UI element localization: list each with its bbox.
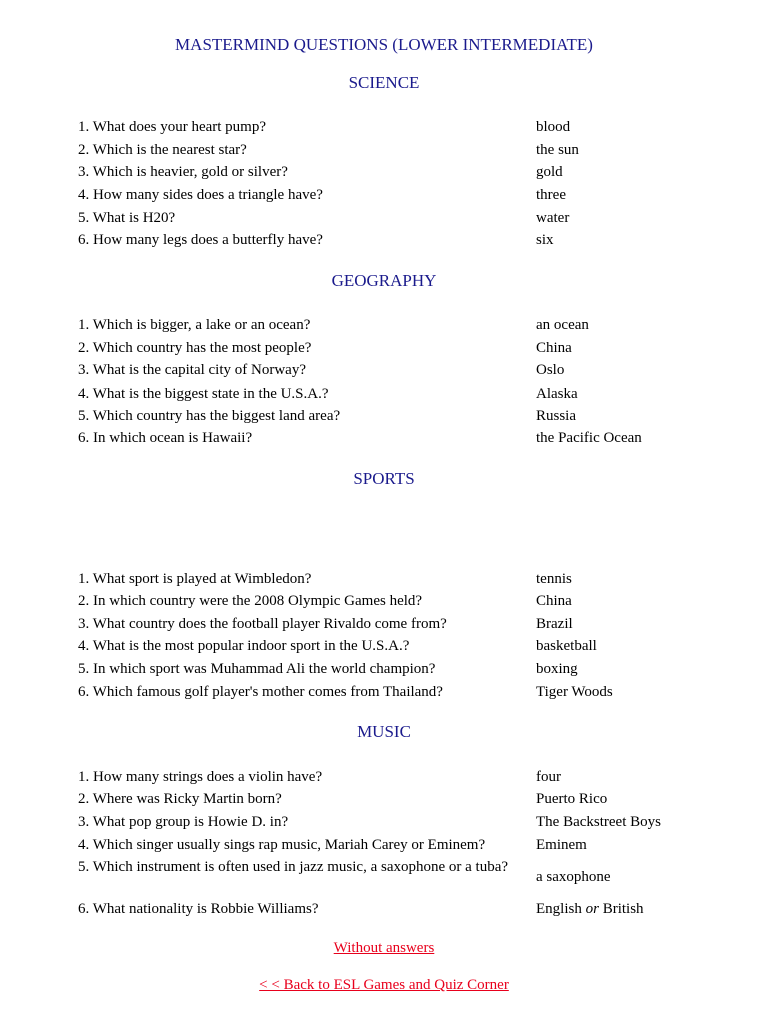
back-link[interactable]: < < Back to ESL Games and Quiz Corner — [259, 977, 509, 993]
section-heading-sports: SPORTS — [353, 469, 415, 488]
section-heading-geography: GEOGRAPHY — [331, 271, 437, 290]
answer-text: Eminem — [536, 837, 587, 853]
answer-text: The Backstreet Boys — [536, 814, 661, 830]
answer-text: a saxophone — [536, 869, 611, 885]
question-text: 5. Which instrument is often used in jazz music, a saxophone or a tuba? — [78, 859, 509, 875]
question-text: 5. Which country has the biggest land area? — [78, 408, 341, 424]
question-text: 4. What is the biggest state in the U.S.A.? — [78, 386, 329, 402]
answer-text: six — [536, 232, 554, 248]
question-text: 2. Where was Ricky Martin born? — [78, 791, 282, 807]
answer-text: Oslo — [536, 362, 565, 378]
answer-text: Brazil — [536, 616, 573, 632]
answer-text: blood — [536, 119, 571, 135]
answer-part: British — [598, 901, 644, 917]
answer-text: China — [536, 340, 572, 356]
question-text: 2. Which is the nearest star? — [78, 142, 247, 158]
question-text: 2. Which country has the most people? — [78, 340, 312, 356]
question-text: 2. In which country were the 2008 Olympic Games held? — [78, 593, 423, 609]
answer-text: Tiger Woods — [536, 684, 613, 700]
back-link-row — [0, 975, 768, 995]
answer-text: Alaska — [536, 386, 578, 402]
question-text: 6. What nationality is Robbie Williams? — [78, 901, 319, 917]
answer-text: an ocean — [536, 317, 589, 333]
section-heading-science: SCIENCE — [348, 73, 420, 92]
answer-text: gold — [536, 164, 563, 180]
answer-text: tennis — [536, 571, 572, 587]
answer-part: English — [536, 901, 586, 917]
page-title: MASTERMIND QUESTIONS (LOWER INTERMEDIATE) — [175, 35, 593, 54]
question-text: 1. What sport is played at Wimbledon? — [78, 571, 312, 587]
question-text: 4. What is the most popular indoor sport in the U.S.A.? — [78, 638, 410, 654]
question-text: 6. Which famous golf player's mother comes from Thailand? — [78, 684, 443, 700]
answer-text: water — [536, 210, 570, 226]
question-text: 5. What is H20? — [78, 210, 176, 226]
question-text: 3. What country does the football player Rivaldo come from? — [78, 616, 447, 632]
section-heading-music: MUSIC — [357, 722, 411, 741]
question-text: 3. What is the capital city of Norway? — [78, 362, 306, 378]
without-answers-link[interactable]: Without answers — [333, 940, 435, 956]
question-text: 3. What pop group is Howie D. in? — [78, 814, 289, 830]
answer-text — [536, 899, 644, 919]
answer-text: the sun — [536, 142, 579, 158]
answer-text: China — [536, 593, 572, 609]
question-text: 6. How many legs does a butterfly have? — [78, 232, 323, 248]
answer-text: boxing — [536, 661, 578, 677]
question-text: 4. How many sides does a triangle have? — [78, 187, 323, 203]
answer-text: three — [536, 187, 566, 203]
answer-or: or — [585, 901, 599, 917]
question-text: 1. What does your heart pump? — [78, 119, 267, 135]
question-text: 6. In which ocean is Hawaii? — [78, 430, 253, 446]
answer-text: Puerto Rico — [536, 791, 608, 807]
question-text: 4. Which singer usually sings rap music, Mariah Carey or Eminem? — [78, 837, 486, 853]
question-text: 5. In which sport was Muhammad Ali the world champion? — [78, 661, 436, 677]
question-text: 3. Which is heavier, gold or silver? — [78, 164, 288, 180]
without-answers-row — [0, 938, 768, 958]
question-text: 1. Which is bigger, a lake or an ocean? — [78, 317, 311, 333]
answer-text: the Pacific Ocean — [536, 430, 642, 446]
question-text: 1. How many strings does a violin have? — [78, 769, 323, 785]
answer-text: basketball — [536, 638, 597, 654]
answer-text: four — [536, 769, 561, 785]
answer-text: Russia — [536, 408, 577, 424]
